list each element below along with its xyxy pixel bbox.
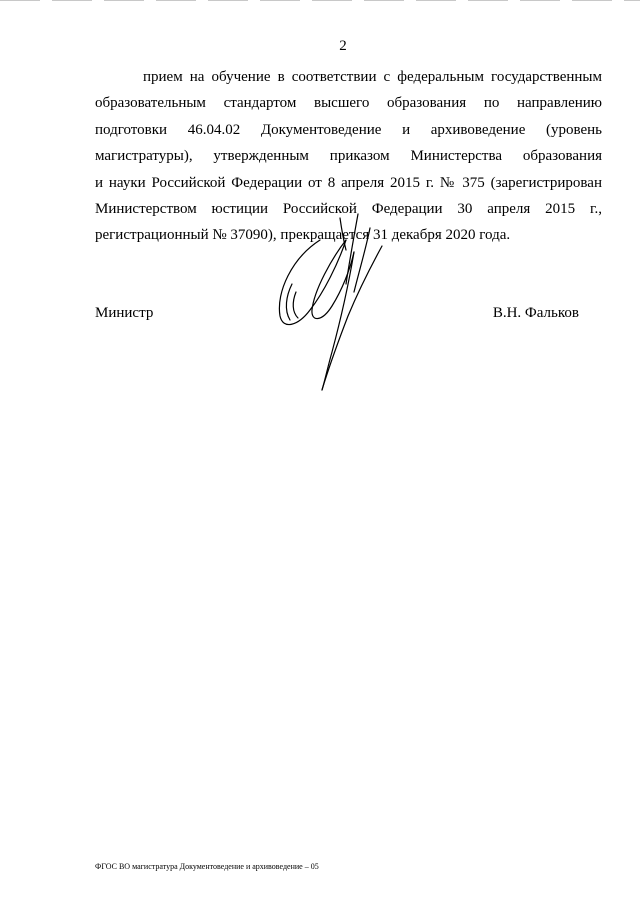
paragraph-line-6: Министерством юстиции Российской Федерации 30 апреля 2015 г., xyxy=(95,201,602,218)
signatory-title: Министр xyxy=(95,305,154,321)
paragraph-line-7: регистрационный № 37090), прекращается 31 декабря 2020 года. xyxy=(95,227,511,244)
paragraph-line-5: и науки Российской Федерации от 8 апреля 2015 г. № 375 (зарегистрирован xyxy=(95,174,602,191)
page-number: 2 xyxy=(339,38,347,54)
paragraph-line-1: прием на обучение в соответствии с федеральным государственным xyxy=(143,69,602,85)
handwritten-signature xyxy=(262,192,402,396)
paragraph-line-4: магистратуры), утвержденным приказом Министерства образования xyxy=(95,148,602,165)
document-footer: ФГОС ВО магистратура Документоведение и архивоведение – 05 xyxy=(95,862,319,871)
paragraph-line-2: образовательным стандартом высшего образования по направлению xyxy=(95,95,602,112)
paragraph-line-3: подготовки 46.04.02 Документоведение и архивоведение (уровень xyxy=(95,121,602,138)
page-top-edge xyxy=(0,0,640,1)
signatory-name: В.Н. Фальков xyxy=(492,305,579,321)
